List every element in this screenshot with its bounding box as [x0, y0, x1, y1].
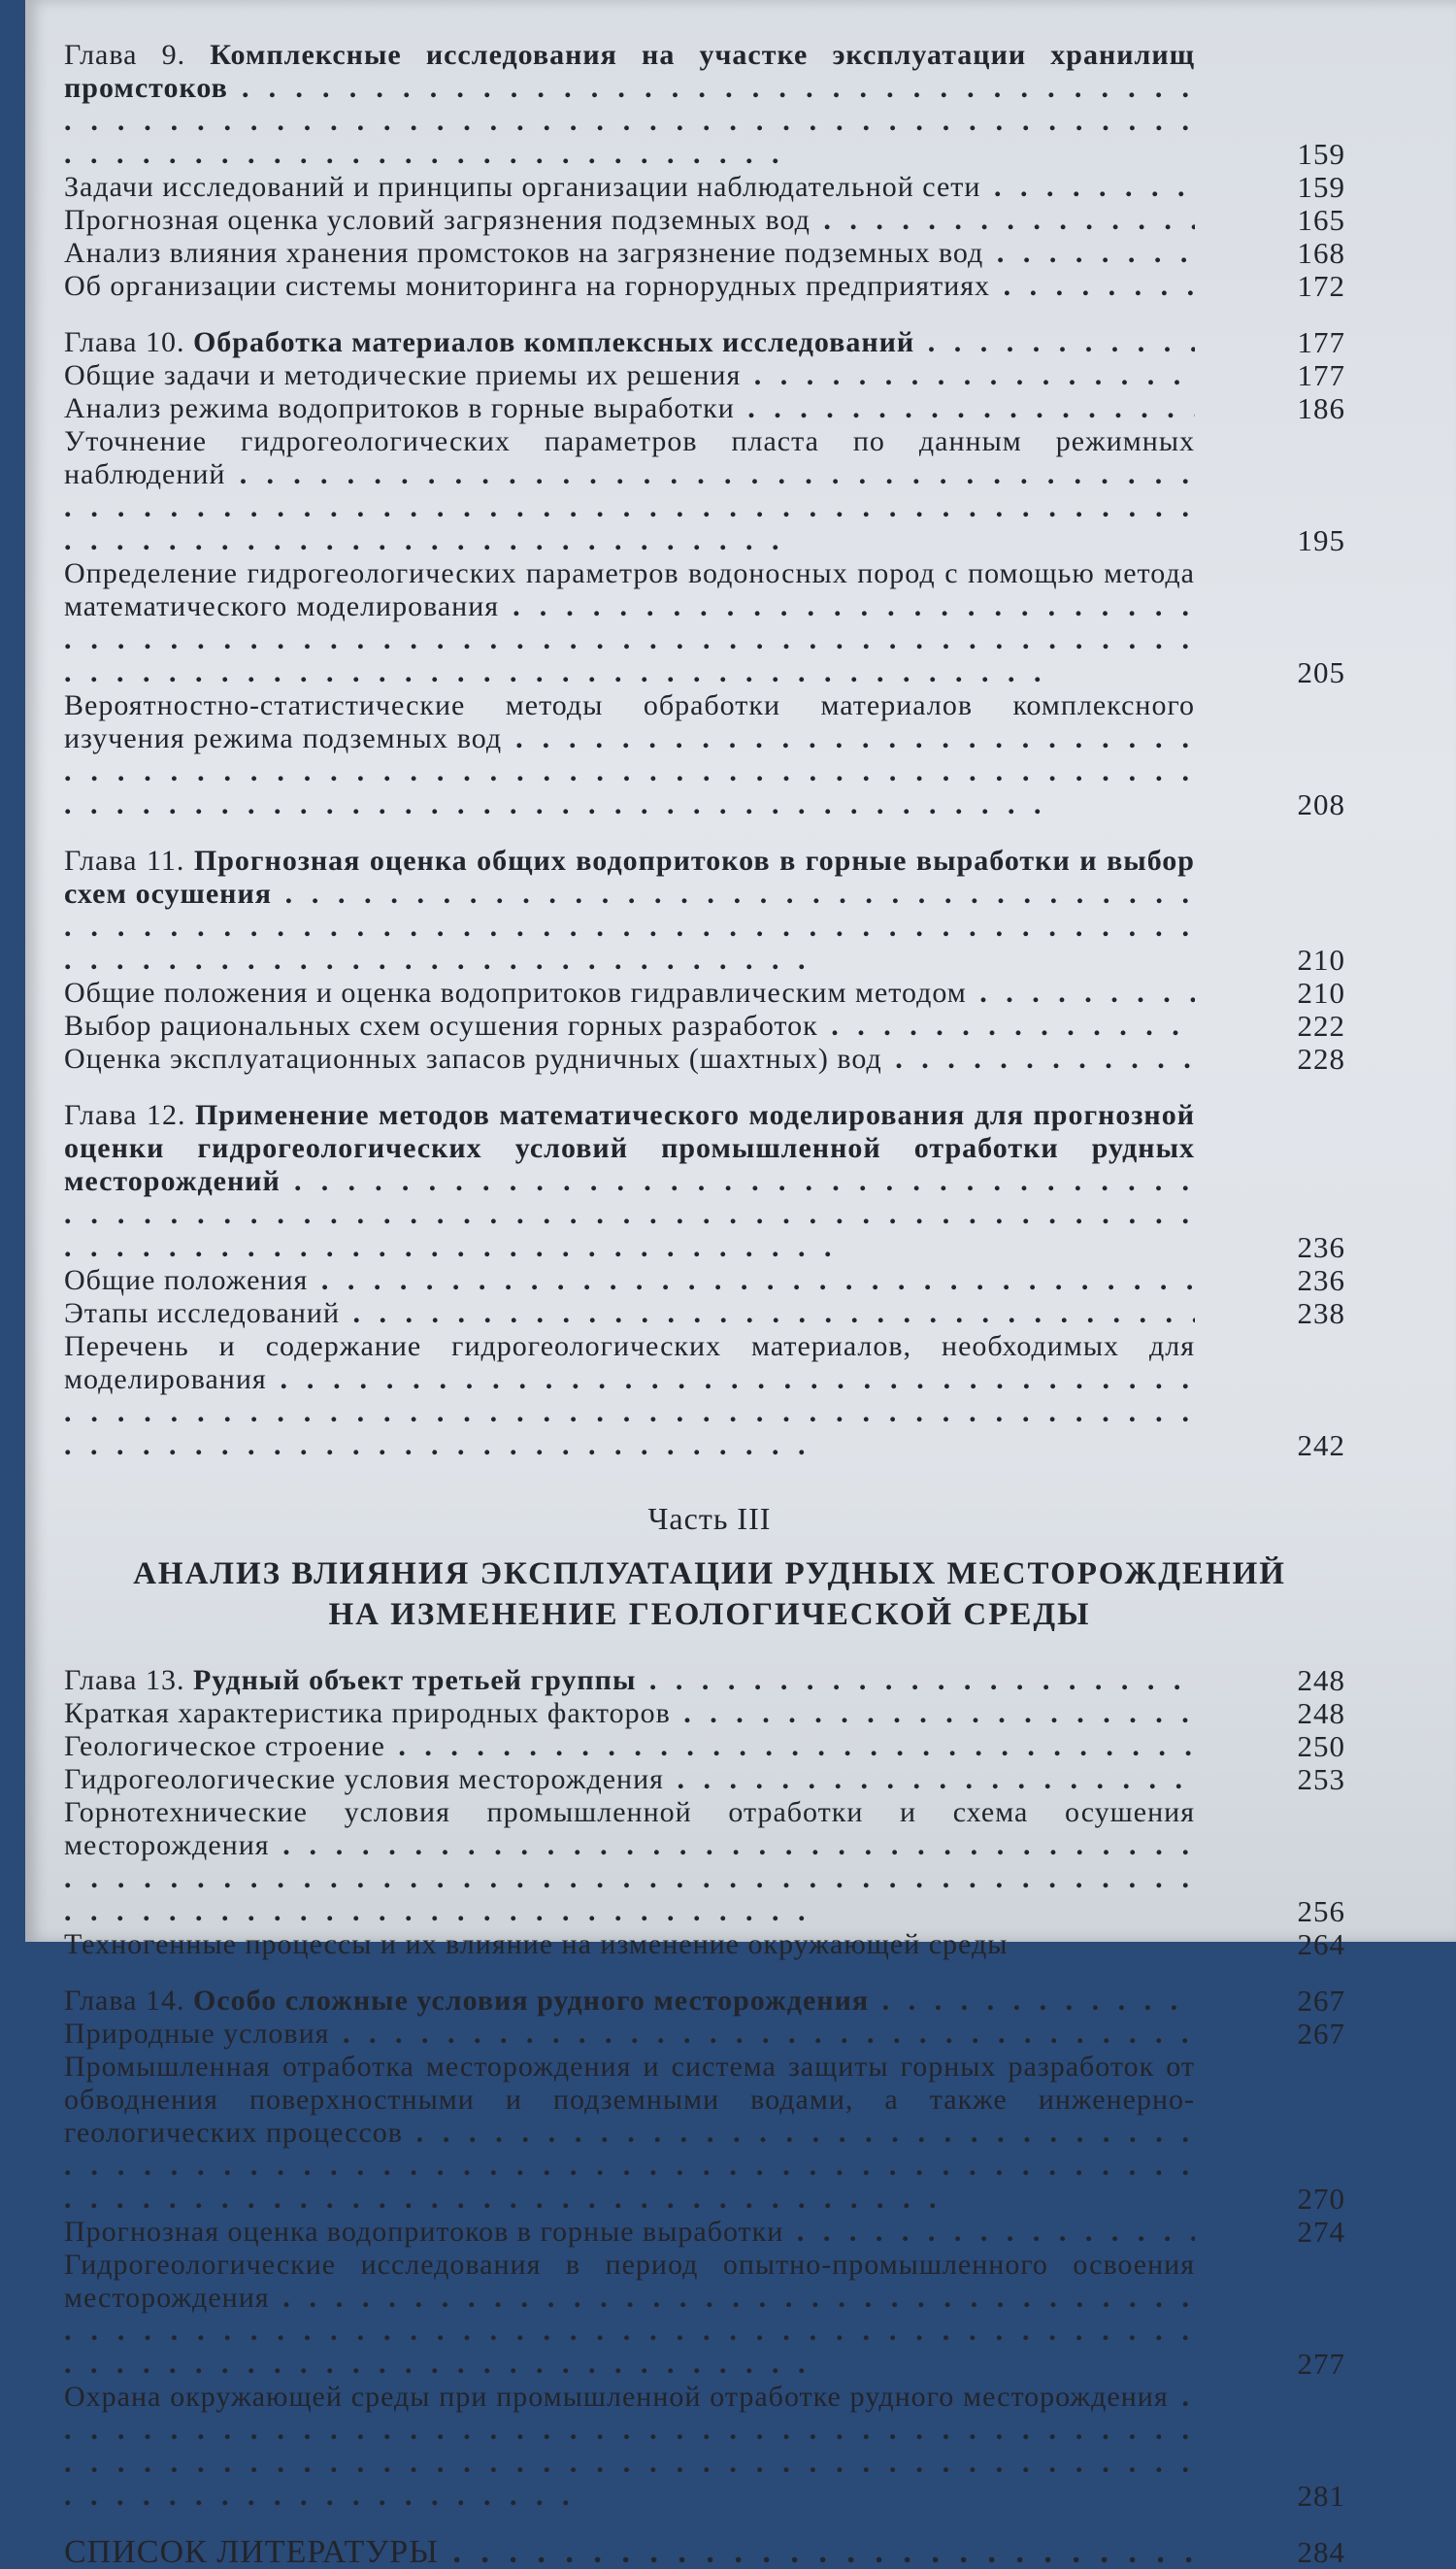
chapter-title: Применение методов математического моделирования для прогнозной оценки гидрогеологических условий промышленной отработки рудных месторождений: [64, 1099, 1195, 1197]
chapter-10: [64, 326, 1355, 821]
chapter-13: [64, 1664, 1355, 1961]
toc-item-text: Задачи исследований и принципы организации наблюдательной сети . . .: [64, 171, 1195, 204]
toc-item-text: Техногенные процессы и их влияние на изменение окружающей среды: [64, 1928, 1009, 1960]
toc-item: [64, 2216, 1355, 2249]
part-heading: [64, 1499, 1355, 1635]
toc-item-text: Прогнозная оценка водопритоков в горные выработки . . .: [64, 2216, 1195, 2249]
page-number: 248: [1297, 1663, 1345, 1697]
toc-item-text: Горнотехнические условия промышленной отработки и схема осушения месторождения . . .: [64, 1796, 1195, 1928]
chapter-heading: [64, 1099, 1355, 1264]
chapter-label: Глава 11.: [64, 845, 185, 877]
chapter-12: [64, 1099, 1355, 1462]
toc-item: [64, 1796, 1355, 1928]
page-number: 264: [1297, 1927, 1345, 1961]
chapter-title: Комплексные исследования на участке эксплуатации хранилищ промстоков: [64, 39, 1195, 104]
page-number: 210: [1297, 976, 1345, 1010]
chapter-title: Обработка материалов комплексных исследований: [192, 326, 915, 358]
chapter-heading: [64, 326, 1355, 359]
page-number: 236: [1297, 1263, 1345, 1297]
toc-item: [64, 1043, 1355, 1076]
toc-item-text: Геологическое строение . . .: [64, 1730, 1195, 1763]
page-number: 253: [1297, 1762, 1345, 1796]
toc-item-text: Прогнозная оценка условий загрязнения подземных вод . . .: [64, 204, 1195, 237]
toc-item-text: Перечень и содержание гидрогеологических материалов, необходимых для моделирования . . .: [64, 1330, 1195, 1462]
page-number: 172: [1297, 269, 1345, 303]
page-number: 159: [1297, 170, 1345, 204]
toc-item: [64, 359, 1355, 392]
chapter-label: Глава 9.: [64, 39, 186, 71]
chapter-9: [64, 39, 1355, 303]
page-number: 222: [1297, 1009, 1345, 1043]
toc-item: [64, 392, 1355, 425]
part-title-line-2: НА ИЗМЕНЕНИЕ ГЕОЛОГИЧЕСКОЙ СРЕДЫ: [328, 1597, 1091, 1632]
page-number: 177: [1297, 358, 1345, 392]
book-page: [25, 0, 1456, 2569]
page-number: 159: [1297, 137, 1345, 171]
toc-item-text: Природные условия . . .: [64, 2018, 1195, 2051]
toc-item-text: Общие задачи и методические приемы их решения . . .: [64, 359, 1195, 392]
toc-item-text: Уточнение гидрогеологических параметров пласта по данным режимных наблюдений . . .: [64, 425, 1195, 557]
chapter-title: Прогнозная оценка общих водопритоков в горные выработки и выбор схем осушения: [64, 845, 1195, 910]
chapter-heading: [64, 845, 1355, 977]
page-number: 210: [1297, 943, 1345, 977]
page-number: 186: [1297, 391, 1345, 425]
page-number: 228: [1297, 1042, 1345, 1076]
page-number: 236: [1297, 1230, 1345, 1264]
toc-item-text: Этапы исследований . . .: [64, 1297, 1195, 1330]
page-number: 274: [1297, 2215, 1345, 2249]
toc-item: [64, 1010, 1355, 1043]
toc-item-text: Краткая характеристика природных факторов . . .: [64, 1697, 1195, 1730]
page-number: 284: [1297, 2535, 1345, 2569]
chapter-label: Глава 12.: [64, 1099, 186, 1131]
toc-item: [64, 237, 1355, 270]
toc-item: [64, 425, 1355, 557]
chapter-heading: [64, 1664, 1355, 1697]
toc-item: [64, 1264, 1355, 1297]
toc-item-text: Анализ влияния хранения промстоков на загрязнение подземных вод . . .: [64, 237, 1195, 270]
toc-item-text: Промышленная отработка месторождения и система защиты горных разработок от обводнения поверхностными и подземными водами, а также инженерно-геологических процессов . . .: [64, 2051, 1195, 2216]
chapter-title: Особо сложные условия рудного месторождения: [192, 1985, 870, 2017]
page-number: 238: [1297, 1296, 1345, 1330]
toc-item-text: Охрана окружающей среды при промышленной отработке рудного месторождения . . .: [64, 2381, 1195, 2513]
toc-item: [64, 204, 1355, 237]
toc-item-text: Анализ режима водопритоков в горные выработки . . .: [64, 392, 1195, 425]
part-title-line-1: АНАЛИЗ ВЛИЯНИЯ ЭКСПЛУАТАЦИИ РУДНЫХ МЕСТОРОЖДЕНИЙ: [133, 1556, 1286, 1591]
toc-item-text: Гидрогеологические условия месторождения . . .: [64, 1763, 1195, 1796]
toc-item: [64, 2381, 1355, 2513]
page-number: 277: [1297, 2347, 1345, 2381]
page-number: 242: [1297, 1428, 1345, 1462]
toc-item: [64, 1928, 1355, 1961]
toc-item: [64, 1330, 1355, 1462]
toc-item-text: Об организации системы мониторинга на горнорудных предприятиях . . .: [64, 270, 1195, 303]
chapter-label: Глава 13.: [64, 1664, 185, 1696]
page-number: 267: [1297, 2017, 1345, 2051]
part-label: Часть III: [647, 1501, 772, 1536]
toc-item-text: Общие положения . . .: [64, 1264, 1195, 1297]
toc-item: [64, 2051, 1355, 2216]
toc-item: [64, 557, 1355, 689]
page-number: 256: [1297, 1894, 1345, 1928]
toc-item-text: Определение гидрогеологических параметров водоносных пород с помощью метода математического моделирования . . .: [64, 557, 1195, 689]
chapter-heading: [64, 39, 1355, 171]
page-number: 270: [1297, 2182, 1345, 2216]
page-number: 165: [1297, 203, 1345, 237]
chapter-title: Рудный объект третьей группы: [192, 1664, 637, 1696]
toc-item-text: Вероятностно-статистические методы обработки материалов комплексного изучения режима подземных вод . . .: [64, 689, 1195, 821]
page-number: 248: [1297, 1696, 1345, 1730]
chapter-14: [64, 1985, 1355, 2513]
toc-item: [64, 270, 1355, 303]
chapter-label: Глава 14.: [64, 1985, 185, 2017]
table-of-contents: [64, 39, 1355, 2569]
page-number: 208: [1297, 787, 1345, 821]
toc-item-text: Оценка эксплуатационных запасов рудничных (шахтных) вод . . .: [64, 1043, 1195, 1076]
page-number: 195: [1297, 523, 1345, 557]
toc-item: [64, 977, 1355, 1010]
toc-item: [64, 1763, 1355, 1796]
toc-item: [64, 171, 1355, 204]
toc-item-text: Выбор рациональных схем осушения горных разработок . . .: [64, 1010, 1195, 1043]
toc-item: [64, 1297, 1355, 1330]
page-number: 281: [1297, 2479, 1345, 2513]
references-title: СПИСОК ЛИТЕРАТУРЫ . . .: [64, 2536, 1195, 2569]
toc-item-text: Общие положения и оценка водопритоков гидравлическим методом . . .: [64, 977, 1195, 1010]
toc-item: [64, 689, 1355, 821]
page-number: 267: [1297, 1984, 1345, 2018]
toc-item-text: Гидрогеологические исследования в период опытно-промышленного освоения месторождения . . .: [64, 2249, 1195, 2381]
toc-item: [64, 1697, 1355, 1730]
page-number: 205: [1297, 655, 1345, 689]
toc-item: [64, 2018, 1355, 2051]
chapter-label: Глава 10.: [64, 326, 185, 358]
page-number: 177: [1297, 325, 1345, 359]
toc-item: [64, 2249, 1355, 2381]
page-number: 168: [1297, 236, 1345, 270]
chapter-heading: [64, 1985, 1355, 2018]
references-entry: [64, 2536, 1355, 2569]
page-number: 250: [1297, 1729, 1345, 1763]
toc-item: [64, 1730, 1355, 1763]
chapter-11: [64, 845, 1355, 1076]
